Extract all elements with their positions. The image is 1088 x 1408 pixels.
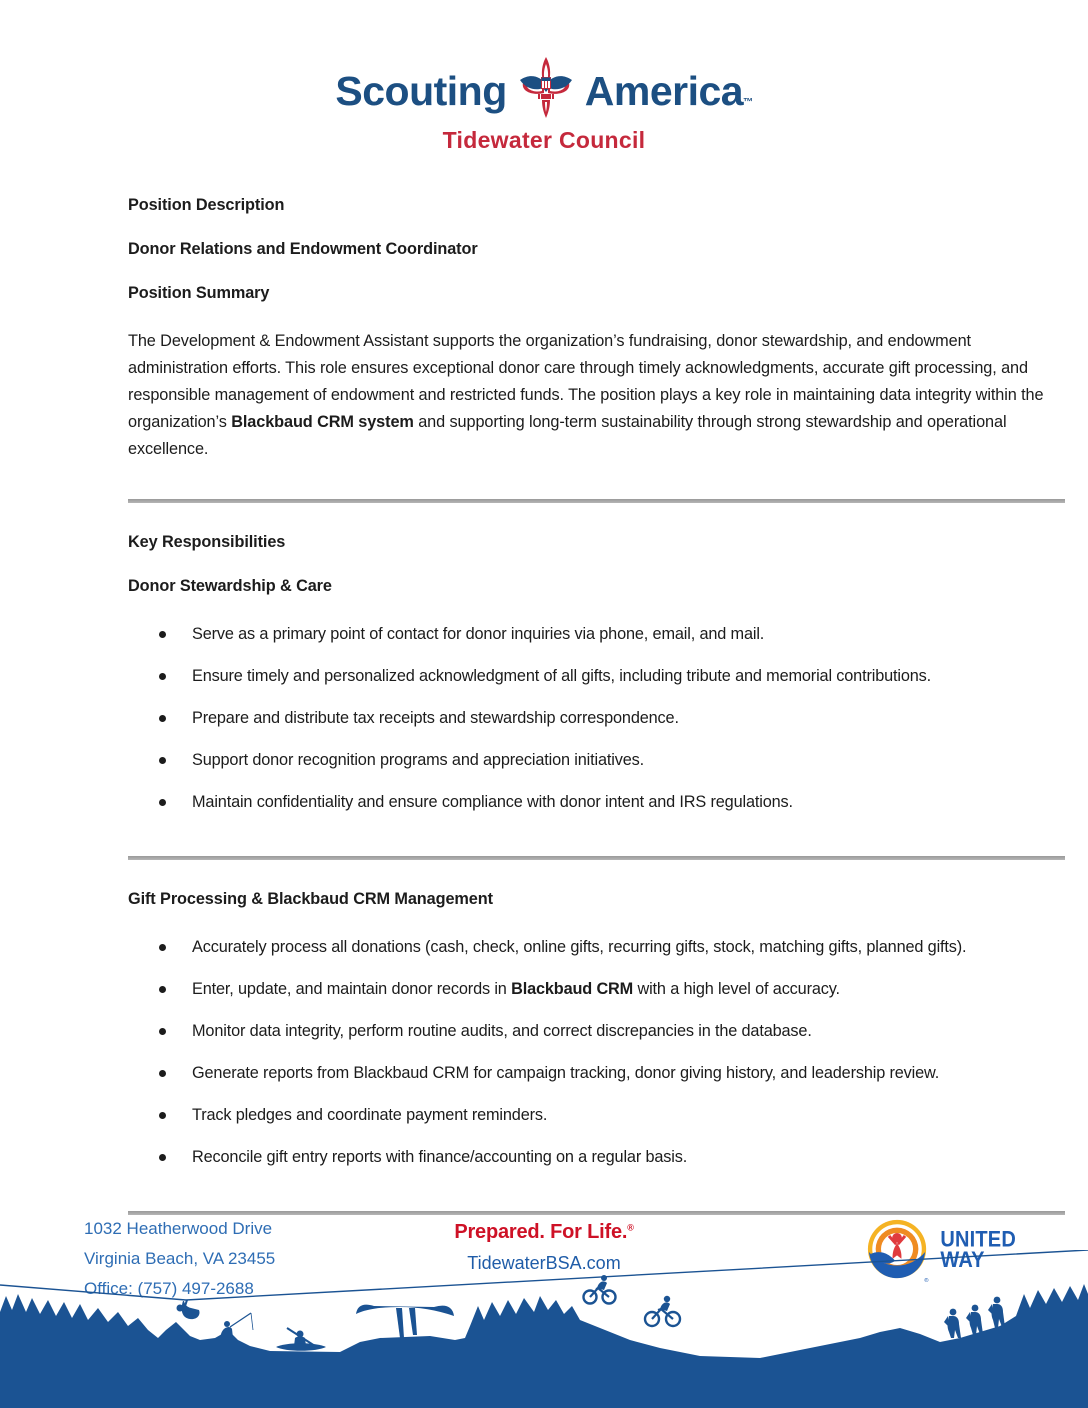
outdoor-adventure-silhouette [0, 1250, 1088, 1408]
gift-processing-heading: Gift Processing & Blackbaud CRM Management [128, 890, 493, 908]
doc-title: Position Description [128, 196, 285, 214]
list-item: Maintain confidentiality and ensure compliance with donor intent and IRS regulations. [128, 789, 1065, 816]
brand-wordmark-left: Scouting [335, 67, 507, 114]
list-item: Monitor data integrity, perform routine audits, and correct discrepancies in the database. [128, 1018, 1065, 1045]
donor-stewardship-list [128, 621, 1065, 816]
summary-heading: Position Summary [128, 284, 270, 302]
prepared-for-life-tagline: Prepared. For Life.® [454, 1221, 634, 1243]
svg-text:®: ® [924, 1278, 929, 1284]
fleur-de-lis-icon [517, 56, 575, 126]
list-item: Generate reports from Blackbaud CRM for campaign tracking, donor giving history, and leadership review. [128, 1060, 1065, 1087]
registered-symbol: ® [627, 1222, 634, 1233]
donor-stewardship-heading: Donor Stewardship & Care [128, 577, 332, 595]
list-item: Serve as a primary point of contact for donor inquiries via phone, email, and mail. [128, 621, 1065, 648]
list-item: Accurately process all donations (cash, check, online gifts, recurring gifts, stock, matching gifts, planned gifts). [128, 934, 1065, 961]
gift-processing-list [128, 934, 1065, 1171]
address-line: Virginia Beach, VA 23455 [84, 1249, 276, 1268]
summary-paragraph: The Development & Endowment Assistant supports the organization’s fundraising, donor stewardship, and endowment administration efforts. This role ensures exceptional donor care through timely acknowledgments, accurate gift processing, and responsible management of endowment and restricted funds. The position plays a key role in maintaining data integrity within the organization’s Blackbaud CRM system and supporting long-term sustainability through strong stewardship and operational excellence. [128, 332, 1044, 458]
address-line: 1032 Heatherwood Drive [84, 1219, 273, 1238]
brand-logo [0, 56, 1088, 126]
list-item: Prepare and distribute tax receipts and stewardship correspondence. [128, 705, 1065, 732]
address-line: Office: (757) 497-2688 [84, 1279, 254, 1298]
position-name: Donor Relations and Endowment Coordinator [128, 240, 478, 258]
list-item: Support donor recognition programs and appreciation initiatives. [128, 747, 1065, 774]
section-divider [128, 856, 1065, 860]
list-item: Track pledges and coordinate payment reminders. [128, 1102, 1065, 1129]
brand-wordmark-right: America™ [584, 67, 753, 114]
list-item: Enter, update, and maintain donor records in Blackbaud CRM with a high level of accuracy. [128, 976, 1065, 1003]
list-item: Reconcile gift entry reports with finance/accounting on a regular basis. [128, 1144, 1065, 1171]
trademark-symbol: ™ [743, 96, 753, 108]
website-link[interactable]: TidewaterBSA.com [467, 1253, 621, 1273]
council-name: Tidewater Council [442, 127, 646, 153]
united-way-wordmark: UNITED WAY [940, 1227, 1016, 1273]
key-responsibilities-heading: Key Responsibilities [128, 533, 286, 551]
letterhead [0, 0, 1088, 154]
section-divider [128, 499, 1065, 503]
list-item: Ensure timely and personalized acknowledgment of all gifts, including tribute and memorial contributions. [128, 663, 1065, 690]
document-body [128, 196, 1065, 1215]
